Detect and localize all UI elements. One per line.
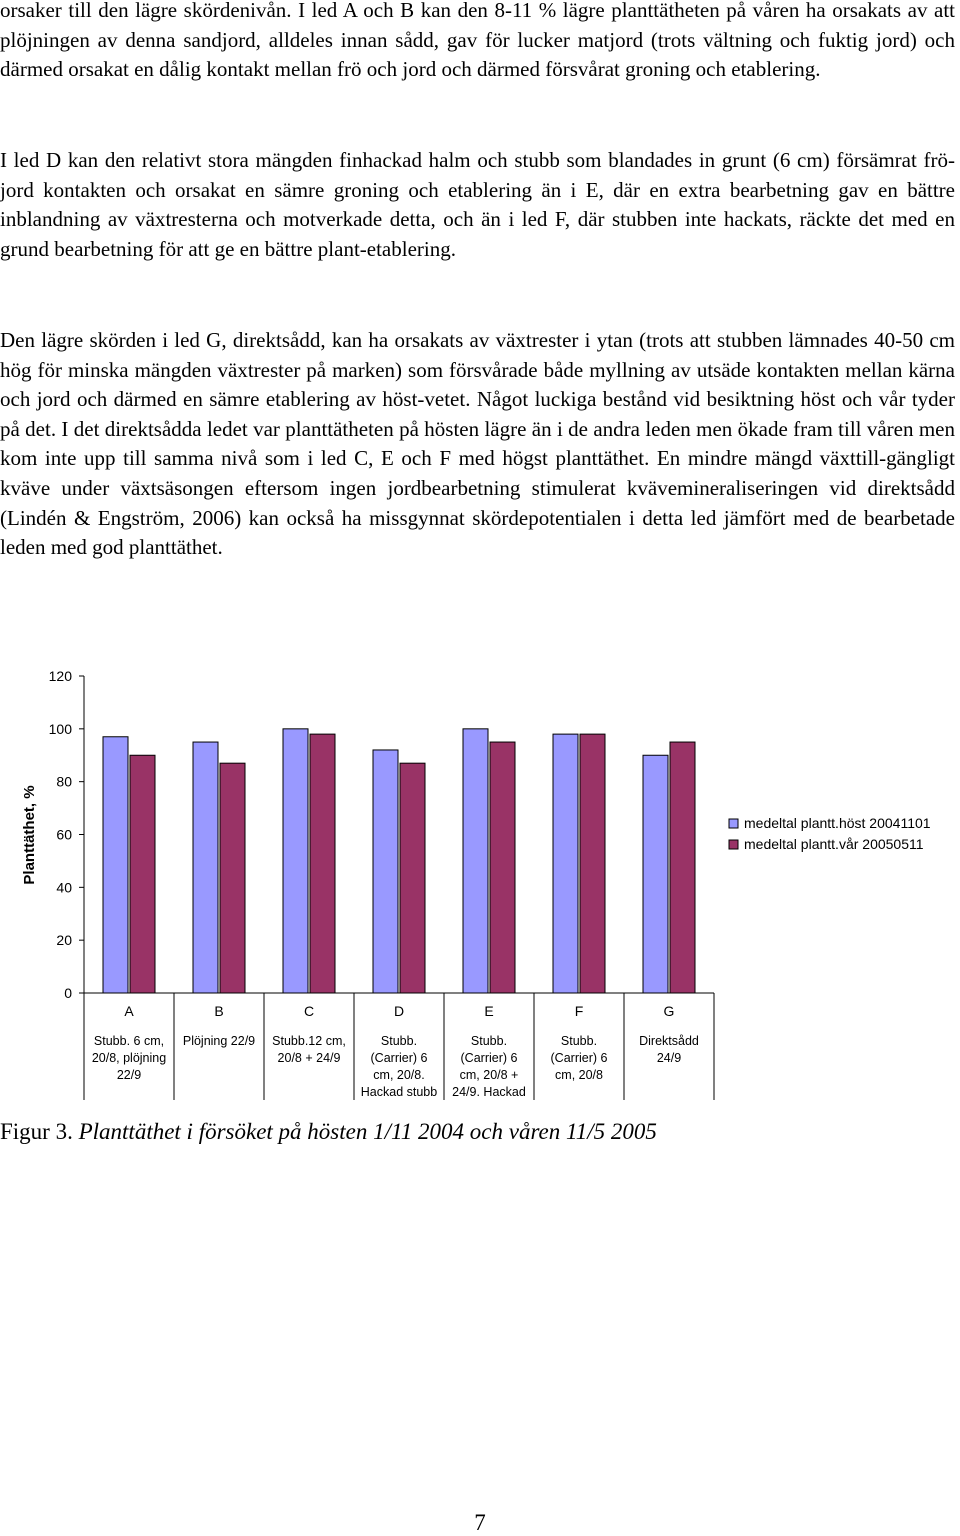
x-axis [84,993,714,1100]
page-number: 7 [474,1510,486,1535]
category-description: Stubb.12 cm, [272,1034,346,1048]
category-description: 20/8, plöjning [91,1051,167,1065]
x-tick-label: C [303,1003,315,1019]
y-tick-label: 40 [56,879,72,896]
bars [103,729,695,993]
y-tick-label: 20 [56,932,72,949]
x-tick-label: F [574,1003,584,1019]
bar-host-d [373,750,398,993]
category-description: Stubb. [380,1034,418,1048]
category-description: Stubb. [470,1034,508,1048]
category-description: cm, 20/8 [555,1068,603,1082]
category-description: 22/9 [116,1068,142,1082]
x-tick-label: A [124,1003,134,1019]
y-tick-label: 60 [56,826,72,843]
x-tick-label: G [663,1003,675,1019]
category-description: Plöjning 22/9 [182,1034,256,1048]
y-tick-label: 120 [48,668,72,684]
bar-var-g [670,742,695,993]
paragraph-1: orsaker till den lägre skördenivån. I led A och B kan den 8-11 % lägre planttätheten på våren ha orsakats av att plöjningen av denna sandjord, alldeles innan sådd, gav för lucker matjord (trots vältning och fuktig jord) och därmed orsakat en dålig kontakt mellan frö och jord och därmed försvårat groning och etablering. [0,0,955,82]
category-description: Direktsådd [639,1034,699,1048]
bar-var-a [130,755,155,993]
bar-var-d [400,763,425,993]
bar-host-g [643,755,668,993]
legend [729,815,931,852]
category-description: 24/9. Hackad [452,1085,526,1099]
bar-host-b [193,742,218,993]
y-tick-label: 100 [48,720,72,737]
caption-label: Figur 3. [0,1119,73,1144]
paragraph-2: I led D kan den relativt stora mängden finhackad halm och stubb som blandades in grunt (6 cm) försämrat frö-jord kontakten och orsakat en sämre groning och etablering än i E, där en extra bearbetning gav en bättre inblandning av växtresterna och motverkade detta, och än i led F, där stubben inte hackats, räckte det med en grund bearbetning för att ge en bättre plant-etablering. [0,148,955,261]
figure-caption [0,1119,657,1145]
bar-var-f [580,734,605,993]
caption-text: Planttäthet i försöket på hösten 1/11 2004 och våren 11/5 2005 [78,1119,657,1144]
y-tick-label: 80 [56,773,72,790]
category-description: (Carrier) 6 [460,1051,518,1065]
category-description: (Carrier) 6 [370,1051,428,1065]
category-description: cm, 20/8. [373,1068,425,1082]
bar-var-b [220,763,245,993]
legend-label: medeltal plantt.höst 20041101 [744,815,931,831]
x-tick-label: B [214,1003,224,1019]
legend-swatch [729,819,738,828]
category-description: (Carrier) 6 [550,1051,608,1065]
bar-host-c [283,729,308,993]
category-description: Stubb. [560,1034,598,1048]
category-description: Stubb. 6 cm, [93,1034,165,1048]
x-tick-label: E [484,1003,494,1019]
bar-var-c [310,734,335,993]
x-tick-label: D [393,1003,405,1019]
bar-var-e [490,742,515,993]
category-description: cm, 20/8 + [459,1068,519,1082]
legend-label: medeltal plantt.vår 20050511 [744,836,924,852]
category-description: Hackad stubb [360,1085,438,1099]
paragraph-3: Den lägre skörden i led G, direktsådd, kan ha orsakats av växtrester i ytan (trots att stubben lämnades 40-50 cm hög för minska mängden växtrester på marken) som försvårade både myllning av utsäde kontakten mellan kärna och jord och därmed en sämre etablering av höst-vetet. Något luckiga bestånd vid besiktning höst och vår tyder på det. I det direktsådda ledet var planttätheten på hösten lägre än i de andra leden men ökade fram till våren men kom inte upp till samma nivå som i led C, E och F med högst planttäthet. En mindre mängd växttill-gängligt kväve under växtsäsongen eftersom ingen jordbearbetning stimulerat kvävemineraliseringen vid direktsådd (Lindén & Engström, 2006) kan också ha missgynnat skördepotentialen i detta led jämfört med de bearbetade leden med god planttäthet. [0,328,955,560]
y-axis [49,668,84,1001]
category-description: 20/8 + 24/9 [277,1051,341,1065]
category-description: 24/9 [656,1051,682,1065]
bar-host-e [463,729,488,993]
bar-chart [0,655,960,1115]
bar-host-a [103,737,128,993]
y-tick-label: 0 [64,985,72,1001]
bar-host-f [553,734,578,993]
y-axis-label: Planttäthet, % [21,785,38,885]
legend-swatch [729,840,738,849]
